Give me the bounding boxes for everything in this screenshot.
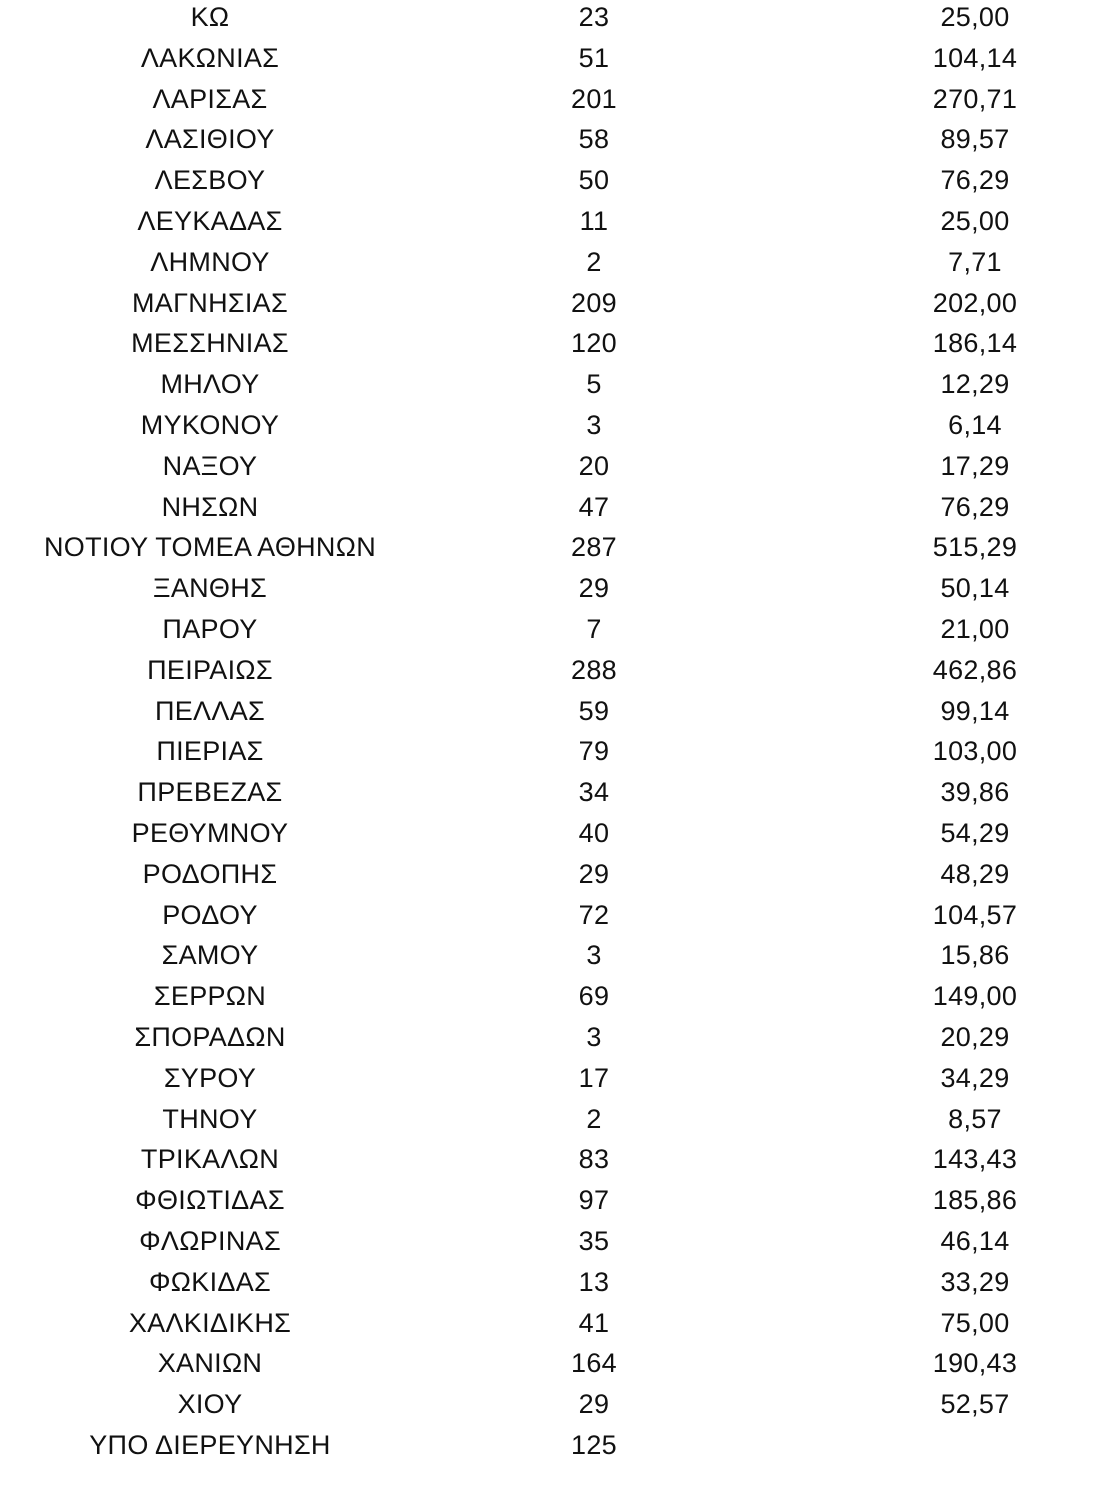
- rate-value-cell: 48,29: [940, 858, 1010, 889]
- rate-value-cell: 75,00: [940, 1307, 1010, 1338]
- table-row: [0, 650, 1099, 691]
- table-row: [0, 1303, 1099, 1344]
- table-row: [0, 935, 1099, 976]
- case-count-cell: 59: [578, 695, 610, 726]
- rate-value-cell: 21,00: [940, 613, 1010, 644]
- case-count-cell: 120: [571, 328, 617, 359]
- region-name-cell: ΜΗΛΟΥ: [160, 369, 260, 400]
- rate-value-cell: 76,29: [940, 491, 1010, 522]
- region-name-cell: ΧΙΟΥ: [177, 1389, 243, 1420]
- case-count-cell: 79: [578, 736, 610, 767]
- rate-value-cell: [900, 1425, 1050, 1466]
- rate-value-cell: 25,00: [940, 2, 1010, 32]
- table-row: [0, 568, 1099, 609]
- table-row: [0, 38, 1099, 79]
- case-count-cell: 34: [578, 777, 610, 808]
- table-row: [0, 1099, 1099, 1140]
- rate-value-cell: 462,86: [932, 654, 1018, 685]
- case-count-cell: 40: [578, 817, 610, 848]
- table-row: [0, 527, 1099, 568]
- case-count-cell: 50: [578, 165, 610, 196]
- table-row: [0, 323, 1099, 364]
- case-count-cell: 29: [578, 1389, 610, 1420]
- rate-value-cell: 7,71: [948, 246, 1002, 277]
- region-name-cell: ΦΛΩΡΙΝΑΣ: [139, 1225, 281, 1256]
- case-count-cell: 23: [578, 2, 610, 32]
- region-name-cell: ΡΟΔΟΠΗΣ: [142, 858, 278, 889]
- rate-value-cell: 54,29: [940, 817, 1010, 848]
- case-count-cell: 288: [571, 654, 617, 685]
- table-row: [0, 79, 1099, 120]
- case-count-cell: 7: [586, 613, 602, 644]
- case-count-cell: 29: [578, 573, 610, 604]
- region-name-cell: ΛΕΣΒΟΥ: [154, 165, 266, 196]
- region-name-cell: ΛΗΜΝΟΥ: [150, 246, 270, 277]
- case-count-cell: 125: [571, 1429, 617, 1460]
- rate-value-cell: 34,29: [940, 1062, 1010, 1093]
- region-name-cell: ΚΩ: [190, 2, 230, 32]
- case-count-cell: 3: [586, 940, 602, 971]
- table-row: [0, 772, 1099, 813]
- rate-value-cell: 8,57: [948, 1103, 1002, 1134]
- table-row: [0, 1221, 1099, 1262]
- table-row: [0, 1262, 1099, 1303]
- rate-value-cell: 185,86: [932, 1185, 1018, 1216]
- table-row: [0, 364, 1099, 405]
- case-count-cell: 2: [586, 1103, 602, 1134]
- case-count-cell: 69: [578, 981, 610, 1012]
- table-row: [0, 119, 1099, 160]
- region-name-cell: ΠΙΕΡΙΑΣ: [156, 736, 264, 767]
- region-name-cell: ΣΕΡΡΩΝ: [153, 981, 267, 1012]
- rate-value-cell: 104,14: [932, 42, 1018, 73]
- rate-value-cell: 190,43: [932, 1348, 1018, 1379]
- rate-value-cell: 52,57: [940, 1389, 1010, 1420]
- region-name-cell: ΤΡΙΚΑΛΩΝ: [140, 1144, 280, 1175]
- region-name-cell: ΝΟΤΙΟΥ ΤΟΜΕΑ ΑΘΗΝΩΝ: [43, 532, 377, 563]
- region-name-cell: ΠΕΛΛΑΣ: [154, 695, 266, 726]
- rate-value-cell: 104,57: [932, 899, 1018, 930]
- case-count-cell: 83: [578, 1144, 610, 1175]
- rate-value-cell: 89,57: [940, 124, 1010, 155]
- region-name-cell: ΛΑΡΙΣΑΣ: [152, 83, 268, 114]
- table-row: [0, 160, 1099, 201]
- case-count-cell: 11: [579, 205, 609, 236]
- region-name-cell: ΣΑΜΟΥ: [161, 940, 259, 971]
- table-row: [0, 976, 1099, 1017]
- rate-value-cell: 202,00: [932, 287, 1018, 318]
- table-row: [0, 1180, 1099, 1221]
- case-count-cell: 35: [578, 1225, 610, 1256]
- case-count-cell: 51: [578, 42, 610, 73]
- region-name-cell: ΜΑΓΝΗΣΙΑΣ: [132, 287, 288, 318]
- table-row: [0, 1058, 1099, 1099]
- case-count-cell: 97: [578, 1185, 610, 1216]
- rate-value-cell: 12,29: [940, 369, 1010, 400]
- region-name-cell: ΣΠΟΡΑΔΩΝ: [134, 1021, 286, 1052]
- region-name-cell: ΦΘΙΩΤΙΔΑΣ: [135, 1185, 285, 1216]
- region-name-cell: ΤΗΝΟΥ: [162, 1103, 258, 1134]
- rate-value-cell: 149,00: [932, 981, 1018, 1012]
- table-row: [0, 201, 1099, 242]
- rate-value-cell: 186,14: [932, 328, 1018, 359]
- table-row: [0, 1017, 1099, 1058]
- table-row: [0, 609, 1099, 650]
- case-count-cell: 3: [586, 409, 602, 440]
- table-row: [0, 813, 1099, 854]
- case-count-cell: 13: [578, 1266, 610, 1297]
- rate-value-cell: 25,00: [940, 205, 1010, 236]
- table-row: [0, 283, 1099, 324]
- table-row: [0, 446, 1099, 487]
- rate-value-cell: 143,43: [932, 1144, 1018, 1175]
- region-name-cell: ΛΑΚΩΝΙΑΣ: [140, 42, 280, 73]
- rate-value-cell: 103,00: [932, 736, 1018, 767]
- case-count-cell: 5: [586, 369, 602, 400]
- region-name-cell: ΣΥΡΟΥ: [163, 1062, 257, 1093]
- table-row: [0, 1425, 1099, 1466]
- region-name-cell: ΛΑΣΙΘΙΟΥ: [145, 124, 275, 155]
- region-name-cell: ΡΕΘΥΜΝΟΥ: [131, 817, 289, 848]
- table-row: [0, 854, 1099, 895]
- rate-value-cell: 46,14: [940, 1225, 1010, 1256]
- region-name-cell: ΠΕΙΡΑΙΩΣ: [147, 654, 273, 685]
- table-row: [0, 242, 1099, 283]
- table-row: [0, 731, 1099, 772]
- region-name-cell: ΠΑΡΟΥ: [162, 613, 258, 644]
- rate-value-cell: 270,71: [932, 83, 1018, 114]
- table-row: [0, 691, 1099, 732]
- table-row: [0, 895, 1099, 936]
- case-count-cell: 17: [578, 1062, 610, 1093]
- table-row: [0, 1139, 1099, 1180]
- region-name-cell: ΥΠΟ ΔΙΕΡΕΥΝΗΣΗ: [89, 1429, 331, 1460]
- rate-value-cell: 515,29: [932, 532, 1018, 563]
- rate-value-cell: 33,29: [940, 1266, 1010, 1297]
- region-name-cell: ΝΗΣΩΝ: [161, 491, 259, 522]
- case-count-cell: 2: [586, 246, 602, 277]
- case-count-cell: 41: [578, 1307, 610, 1338]
- region-name-cell: ΧΑΝΙΩΝ: [157, 1348, 263, 1379]
- region-name-cell: ΜΕΣΣΗΝΙΑΣ: [131, 328, 289, 359]
- case-count-cell: 164: [571, 1348, 617, 1379]
- table-row: [0, 1384, 1099, 1425]
- table-row: [0, 487, 1099, 528]
- region-name-cell: ΞΑΝΘΗΣ: [152, 573, 268, 604]
- case-count-cell: 3: [586, 1021, 602, 1052]
- rate-value-cell: 99,14: [940, 695, 1010, 726]
- region-name-cell: ΝΑΞΟΥ: [162, 450, 258, 481]
- region-name-cell: ΦΩΚΙΔΑΣ: [148, 1266, 272, 1297]
- rate-value-cell: 39,86: [940, 777, 1010, 808]
- rate-value-cell: 50,14: [940, 573, 1010, 604]
- case-count-cell: 287: [571, 532, 617, 563]
- table-row: [0, 0, 1099, 38]
- case-count-cell: 29: [578, 858, 610, 889]
- case-count-cell: 47: [578, 491, 610, 522]
- rate-value-cell: 20,29: [940, 1021, 1010, 1052]
- region-name-cell: ΜΥΚΟΝΟΥ: [140, 409, 280, 440]
- region-name-cell: ΡΟΔΟΥ: [162, 899, 258, 930]
- case-count-cell: 72: [578, 899, 610, 930]
- case-count-cell: 201: [571, 83, 617, 114]
- case-count-cell: 20: [578, 450, 610, 481]
- rate-value-cell: 76,29: [940, 165, 1010, 196]
- rate-value-cell: 15,86: [940, 940, 1010, 971]
- table-row: [0, 405, 1099, 446]
- case-count-cell: 209: [571, 287, 617, 318]
- table-row: [0, 1343, 1099, 1384]
- rate-value-cell: 6,14: [948, 409, 1002, 440]
- region-name-cell: ΠΡΕΒΕΖΑΣ: [137, 777, 283, 808]
- rate-value-cell: 17,29: [940, 450, 1010, 481]
- region-name-cell: ΧΑΛΚΙΔΙΚΗΣ: [128, 1307, 292, 1338]
- region-name-cell: ΛΕΥΚΑΔΑΣ: [137, 205, 283, 236]
- case-count-cell: 58: [578, 124, 610, 155]
